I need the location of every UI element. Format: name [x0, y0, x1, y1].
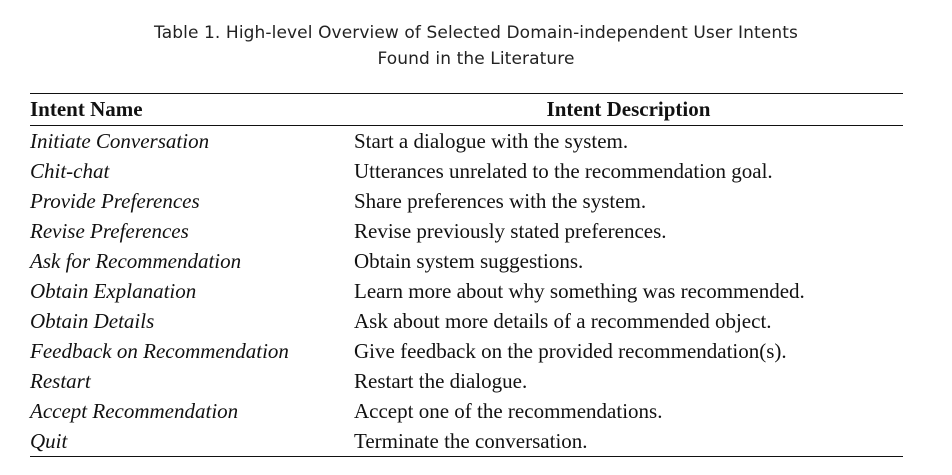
- intent-description-cell: Revise previously stated preferences.: [354, 218, 667, 243]
- table-row: [30, 186, 903, 216]
- intent-name-cell: Initiate Conversation: [30, 128, 210, 153]
- table-row: [30, 126, 903, 157]
- intent-description-cell: Utterances unrelated to the recommendation goal.: [354, 158, 773, 183]
- intent-description-cell: Ask about more details of a recommended object.: [354, 308, 772, 333]
- header-intent-description: Intent Description: [546, 97, 711, 121]
- table-row: [30, 336, 903, 366]
- table-row: [30, 426, 903, 457]
- intent-table: [30, 93, 903, 457]
- caption-line-1: Table 1. High-level Overview of Selected Domain-independent User Intents: [154, 23, 798, 43]
- table-row: [30, 306, 903, 336]
- intent-description-cell: Terminate the conversation.: [354, 428, 588, 453]
- intent-description-cell: Obtain system suggestions.: [354, 248, 584, 273]
- table-row: [30, 216, 903, 246]
- caption-line-2: Found in the Literature: [377, 49, 575, 69]
- intent-table-container: [30, 93, 903, 457]
- table-row: [30, 156, 903, 186]
- intent-description-cell: Learn more about why something was recommended.: [354, 278, 805, 303]
- intent-description-cell: Accept one of the recommendations.: [354, 398, 663, 423]
- table-row: [30, 276, 903, 306]
- table-caption: [0, 20, 952, 72]
- intent-name-cell: Obtain Details: [30, 308, 155, 333]
- intent-name-cell: Restart: [30, 368, 91, 393]
- intent-description-cell: Start a dialogue with the system.: [354, 128, 629, 153]
- intent-description-cell: Restart the dialogue.: [354, 368, 528, 393]
- intent-description-cell: Give feedback on the provided recommendation(s).: [354, 338, 787, 363]
- intent-name-cell: Chit-chat: [30, 158, 110, 183]
- header-intent-name: Intent Name: [30, 97, 143, 121]
- table-header-row: [30, 94, 903, 126]
- intent-name-cell: Obtain Explanation: [30, 278, 197, 303]
- intent-name-cell: Revise Preferences: [30, 218, 189, 243]
- table-row: [30, 366, 903, 396]
- intent-name-cell: Provide Preferences: [30, 188, 200, 213]
- intent-description-cell: Share preferences with the system.: [354, 188, 647, 213]
- intent-name-cell: Feedback on Recommendation: [30, 338, 289, 363]
- intent-name-cell: Quit: [30, 428, 68, 453]
- intent-name-cell: Accept Recommendation: [30, 398, 239, 423]
- table-row: [30, 396, 903, 426]
- intent-name-cell: Ask for Recommendation: [30, 248, 242, 273]
- table-row: [30, 246, 903, 276]
